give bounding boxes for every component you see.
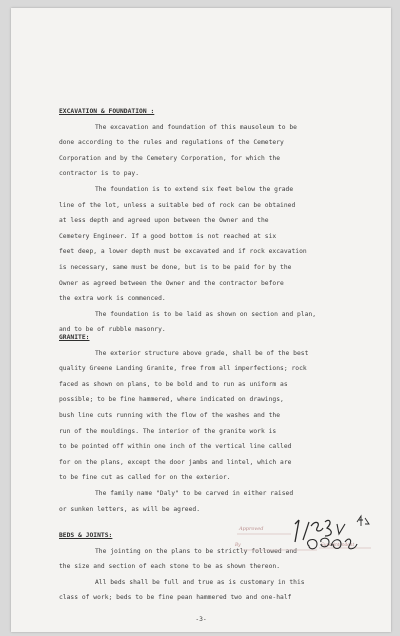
approved-label: Approved xyxy=(239,526,264,532)
section-heading: BEDS & JOINTS: xyxy=(59,532,113,539)
text-line: The foundation is to be laid as shown on section and plan, xyxy=(95,310,317,318)
paragraph xyxy=(59,346,359,486)
text-line: for on the plans, except the door jambs and lintel, which are xyxy=(59,458,292,466)
text-line: line of the lot, unless a suitable bed of rock can be obtained xyxy=(59,201,296,209)
text-line: class of work; beds to be fine pean hammered two and one-half xyxy=(59,594,292,602)
text-line: contractor is to pay. xyxy=(59,170,140,178)
superintendent-label: Superintendent xyxy=(321,542,355,547)
text-line: Owner as agreed between the Owner and the contractor before xyxy=(59,279,284,287)
text-line: the size and section of each stone to be as shown thereon. xyxy=(59,563,281,571)
handwritten-signature xyxy=(225,512,383,556)
text-line: Corporation and by the Cemetery Corporation, for which the xyxy=(59,154,281,162)
text-line: to be pointed off within one inch of the vertical line called xyxy=(59,443,292,451)
text-line: or sunken letters, as will be agreed. xyxy=(59,505,201,513)
text-line: at less depth and agreed upon between the Owner and the xyxy=(59,217,269,225)
paragraph xyxy=(59,575,359,606)
text-line: quality Greene Landing Granite, free from all imperfections; rock xyxy=(59,365,307,373)
text-line: faced as shown on plans, to be bold and to run as uniform as xyxy=(59,380,288,388)
section-heading: EXCAVATION & FOUNDATION : xyxy=(59,108,155,115)
text-line: Cemetery Engineer. If a good bottom is not reached at six xyxy=(59,232,277,240)
paragraph xyxy=(59,120,359,182)
section-heading: GRANITE: xyxy=(59,334,90,341)
text-line: The family name "Daly" to be carved in either raised xyxy=(95,489,294,497)
text-line: the extra work is commenced. xyxy=(59,295,166,303)
text-line: and to be of rubble masonry. xyxy=(59,326,166,334)
text-line: The jointing on the plans to be strictly followed and xyxy=(95,547,297,555)
text-line: The exterior structure above grade, shall be of the best xyxy=(95,349,309,357)
text-line: done according to the rules and regulations of the Cemetery xyxy=(59,139,284,147)
text-line: possible; to be fine hammered, where indicated on drawings, xyxy=(59,396,284,404)
text-line: run of the mouldings. The interior of the granite work is xyxy=(59,427,277,435)
text-line: is necessary, same must be done, but is to be paid for by the xyxy=(59,263,292,271)
paragraph xyxy=(59,182,359,307)
text-line: bush line cuts running with the flow of the washes and the xyxy=(59,411,281,419)
text-line: to be fine cut as called for on the exterior. xyxy=(59,474,231,482)
text-line: feet deep, a lower depth must be excavated and if rock excavation xyxy=(59,248,307,256)
text-line: The excavation and foundation of this mausoleum to be xyxy=(95,123,297,131)
section-excavation-foundation xyxy=(59,104,359,338)
text-line: All beds shall be full and true as is customary in this xyxy=(95,578,305,586)
approval-stamp xyxy=(225,512,383,556)
page-number: -3- xyxy=(195,616,207,623)
by-label: By xyxy=(235,542,241,547)
text-line: The foundation is to extend six feet below the grade xyxy=(95,185,294,193)
section-granite xyxy=(59,330,359,517)
document-page xyxy=(11,8,391,632)
